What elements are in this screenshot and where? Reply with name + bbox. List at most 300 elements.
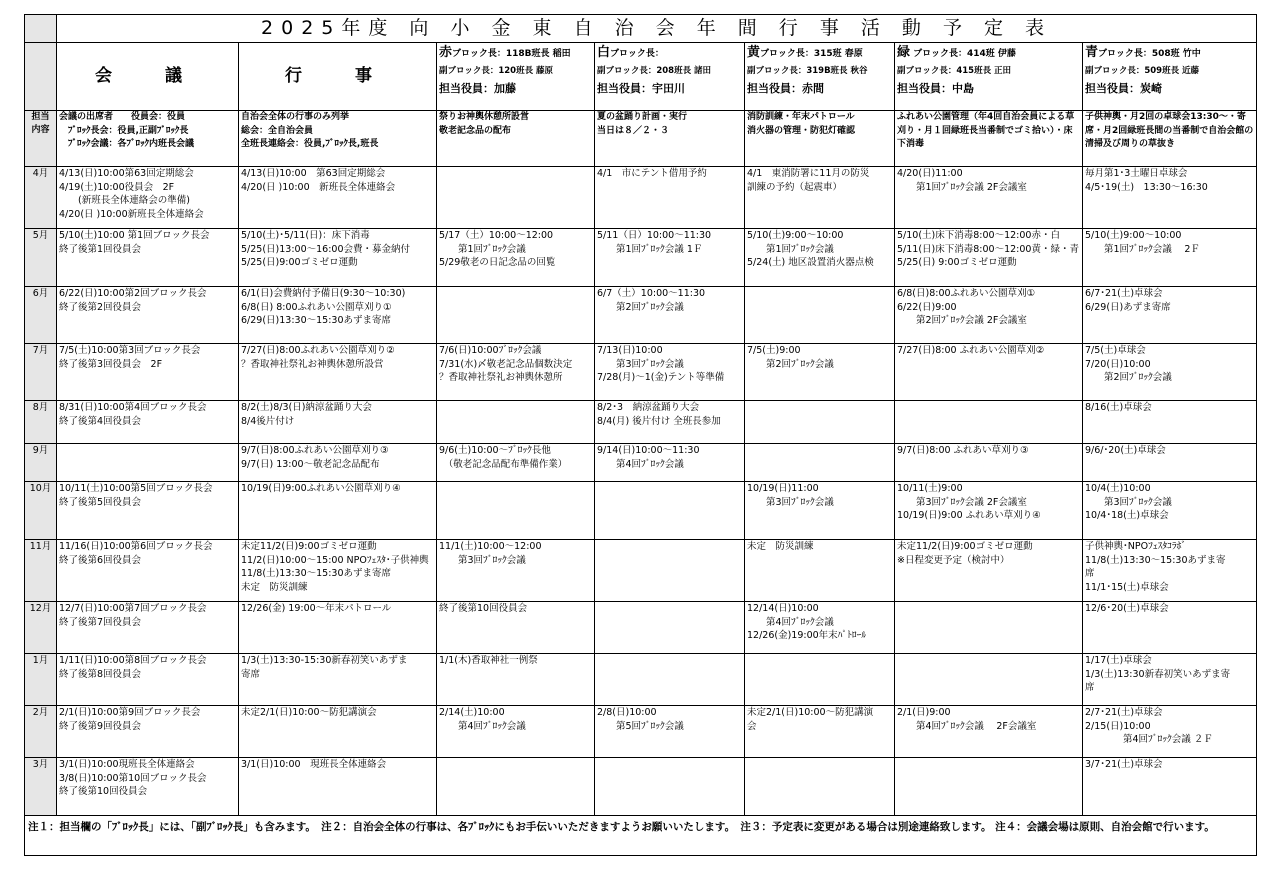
cell-line: 9/6(土)10:00〜ﾌﾞﾛｯｸ長他 — [439, 445, 551, 456]
role-line: 敬老記念品の配布 — [439, 125, 512, 136]
cell-line: 終了後第9回役員会 — [59, 720, 142, 732]
cell-line: 5/10(土)10:00 第1回ブロック長会 — [59, 230, 210, 241]
cell-shiro — [595, 706, 745, 758]
cell-line: 10/19(日)9:00 ふれあい草刈り④ — [897, 510, 1041, 522]
cell-line: 2/14(土)10:00 — [439, 707, 505, 718]
cell-line: 未定11/2(日)9:00ゴミゼロ運動 — [897, 541, 1033, 552]
cell-line: 第4回ﾌﾞﾛｯｸ会議 — [439, 720, 526, 732]
block-header-midori — [895, 43, 1083, 111]
cell-line: 終了後第7回役員会 — [59, 616, 142, 628]
role-aka — [437, 111, 595, 167]
cell-line: 6/7･21(土)卓球会 — [1085, 288, 1163, 299]
cell-line: 11/1(土)10:00〜12:00 — [439, 541, 542, 552]
block-sub-leader: 副ブロック長：415班長 正田 — [897, 66, 1012, 76]
cell-line: 8/16(土)卓球会 — [1085, 402, 1152, 413]
schedule-table — [24, 14, 1257, 856]
cell-line: 4/20(日)11:00 — [897, 168, 963, 179]
cell-line: (新班長全体連絡会の準備) — [59, 195, 190, 207]
block-color-name: 白 — [597, 45, 611, 60]
cell-line: 終了後第1回役員会 — [59, 243, 142, 255]
cell-line: 11/1･15(土)卓球会 — [1085, 581, 1169, 593]
month-label: 7月 — [25, 344, 57, 401]
cell-line: 7/6(日)10:00ﾌﾞﾛｯｸ会議 — [439, 345, 542, 356]
cell-shiro — [595, 654, 745, 706]
cell-meeting — [57, 344, 239, 401]
cell-line: 未定 防災訓練 — [747, 541, 814, 552]
page-title: 2025年度 向 小 金 東 自 治 会 年 間 行 事 活 動 予 定 表 — [57, 15, 1257, 43]
cell-ki — [745, 706, 895, 758]
cell-aka — [437, 758, 595, 816]
cell-meeting — [57, 167, 239, 229]
cell-aka — [437, 344, 595, 401]
cell-line: （敬老記念品配布準備作業） — [439, 458, 568, 470]
cell-line: 3/8(日)10:00第10回ブロック長会 — [59, 772, 207, 784]
role-midori — [895, 111, 1083, 167]
role-ki — [745, 111, 895, 167]
cell-line: 7/5(土)10:00第3回ブロック長会 — [59, 345, 201, 356]
block-header-shiro — [595, 43, 745, 111]
cell-events — [239, 229, 437, 287]
cell-line: 1/3(土)13:30新春初笑いあずま寄 — [1085, 668, 1231, 680]
cell-aka — [437, 602, 595, 654]
cell-line: 第4回ﾌﾞﾛｯｸ会議 — [747, 616, 834, 628]
cell-line: 5/29敬老の日記念品の回覧 — [439, 257, 556, 269]
cell-ao — [1083, 287, 1257, 344]
cell-aka — [437, 706, 595, 758]
cell-shiro — [595, 758, 745, 816]
cell-line: 6/22(日)9:00 — [897, 301, 957, 313]
role-line: 当日は８／２・３ — [597, 125, 670, 136]
cell-line: 6/29(日)13:30〜15:30あずま寄席 — [241, 315, 392, 327]
block-color-name: 緑 — [897, 45, 911, 60]
cell-line: 第3回ﾌﾞﾛｯｸ会議 — [747, 496, 834, 508]
cell-line: 12/7(日)10:00第7回ブロック長会 — [59, 603, 207, 614]
cell-line: 5/10(土)9:00〜10:00 — [1085, 230, 1182, 241]
cell-meeting — [57, 401, 239, 444]
cell-line: 10/11(土)10:00第5回ブロック長会 — [59, 483, 213, 494]
cell-ao — [1083, 540, 1257, 602]
block-header-aka — [437, 43, 595, 111]
corner-cell — [25, 43, 57, 111]
month-row — [25, 401, 1257, 444]
cell-line: 1/11(日)10:00第8回ブロック長会 — [59, 655, 207, 666]
cell-shiro — [595, 482, 745, 540]
cell-line: 11/8(土)13:30〜15:30あずま寄席 — [241, 568, 392, 580]
cell-line: 未定11/2(日)9:00ゴミゼロ運動 — [241, 541, 377, 552]
cell-aka — [437, 229, 595, 287]
cell-line: 8/4(月) 後片付け 全班長参加 — [597, 415, 721, 427]
cell-ao — [1083, 167, 1257, 229]
cell-line: 7/27(日)8:00 ふれあい公園草刈② — [897, 345, 1045, 356]
cell-meeting — [57, 654, 239, 706]
cell-line: 7/13(日)10:00 — [597, 345, 663, 356]
cell-line: 8/31(日)10:00第4回ブロック長会 — [59, 402, 207, 413]
month-row — [25, 540, 1257, 602]
cell-ki — [745, 482, 895, 540]
role-line: ﾌﾞﾛｯｸ会議：各ﾌﾞﾛｯｸ内班長会議 — [59, 139, 195, 149]
cell-line: 5/25(日)9:00ゴミゼロ運動 — [241, 257, 358, 269]
cell-events — [239, 654, 437, 706]
cell-line: 4/5･19(土) 13:30〜16:30 — [1085, 181, 1208, 193]
cell-line: 12/26(金)19:00年末ﾊﾟﾄﾛｰﾙ — [747, 630, 867, 642]
cell-line: 第4回ﾌﾞﾛｯｸ会議 — [597, 458, 684, 470]
corner-cell — [25, 15, 57, 43]
cell-line: 終了後第2回役員会 — [59, 301, 142, 313]
cell-ki — [745, 758, 895, 816]
cell-line: 第2回ﾌﾞﾛｯｸ会議 — [1085, 372, 1172, 384]
cell-line: 終了後第5回役員会 — [59, 496, 142, 508]
month-label: 1月 — [25, 654, 57, 706]
cell-line: 12/14(日)10:00 — [747, 603, 819, 614]
cell-ao — [1083, 602, 1257, 654]
role-label-2: 内容 — [31, 125, 50, 135]
events-header: 行 事 — [239, 43, 437, 111]
cell-midori — [895, 401, 1083, 444]
cell-ao — [1083, 229, 1257, 287]
cell-line: 寄席 — [241, 668, 261, 680]
cell-line: 未定2/1(日)10:00〜防犯講演 — [747, 707, 874, 718]
role-line: 会議の出席者 役員会：役員 — [59, 112, 186, 122]
cell-aka — [437, 167, 595, 229]
cell-line: 1/17(土)卓球会 — [1085, 655, 1152, 666]
month-label: 5月 — [25, 229, 57, 287]
role-line: 子供神輿・月2回の卓球会13:30〜・寄席・月2回緑班長間の当番制で自治会館の清掃及び周りの草抜き — [1085, 112, 1254, 149]
cell-line: 8/4後片付け — [241, 415, 295, 427]
cell-aka — [437, 444, 595, 482]
cell-meeting — [57, 482, 239, 540]
role-line: 消防訓練・年末パトロール — [747, 112, 855, 122]
cell-line: ？香取神社祭礼お神輿休憩所 — [439, 372, 563, 384]
cell-line: 第4回ﾌﾞﾛｯｸ会議 ２Ｆ — [1085, 734, 1213, 746]
block-color-name: 赤 — [439, 45, 453, 60]
cell-midori — [895, 758, 1083, 816]
cell-line: 子供神輿･NPOﾌｪｽﾀｺﾗﾎﾞ — [1085, 541, 1187, 552]
block-header-ao — [1083, 43, 1257, 111]
block-leader — [1085, 44, 1254, 63]
cell-line: 7/27(日)8:00ふれあい公園草刈り② — [241, 345, 395, 356]
cell-midori — [895, 229, 1083, 287]
cell-line: 6/1(日)会費納付予備日(9:30〜10:30) — [241, 288, 406, 299]
cell-line: 5/17（土）10:00〜12:00 — [439, 230, 554, 241]
cell-ki — [745, 229, 895, 287]
cell-line: 1/1(木)香取神社一例祭 — [439, 655, 538, 666]
cell-midori — [895, 344, 1083, 401]
cell-line: 3/1(日)10:00現班長全体連絡会 — [59, 759, 195, 770]
month-row — [25, 706, 1257, 758]
cell-ki — [745, 444, 895, 482]
cell-line: 6/8(日) 8:00ふれあい公園草刈り① — [241, 301, 392, 313]
cell-events — [239, 540, 437, 602]
cell-midori — [895, 444, 1083, 482]
cell-line: 第2回ﾌﾞﾛｯｸ会議 — [747, 358, 834, 370]
month-row — [25, 167, 1257, 229]
role-shiro — [595, 111, 745, 167]
cell-line: 7/31(水)〆敬老記念品個数決定 — [439, 358, 573, 370]
cell-ki — [745, 401, 895, 444]
cell-ao — [1083, 444, 1257, 482]
cell-events — [239, 287, 437, 344]
cell-line: 12/6･20(土)卓球会 — [1085, 603, 1169, 614]
cell-line: 11/16(日)10:00第6回ブロック長会 — [59, 541, 213, 552]
cell-line: 2/7･21(土)卓球会 — [1085, 707, 1163, 718]
cell-ao — [1083, 401, 1257, 444]
block-sub-leader: 副ブロック長：120班長 藤原 — [439, 66, 554, 76]
cell-line: 未定 防災訓練 — [241, 581, 308, 593]
cell-line: 11/8(土)13:30〜15:30あずま寄 — [1085, 554, 1226, 566]
cell-line: 5/11（日）10:00〜11:30 — [597, 230, 712, 241]
cell-line: 3/1(日)10:00 現班長全体連絡会 — [241, 759, 387, 770]
cell-aka — [437, 540, 595, 602]
cell-midori — [895, 602, 1083, 654]
cell-meeting — [57, 758, 239, 816]
month-label: 8月 — [25, 401, 57, 444]
month-row — [25, 758, 1257, 816]
cell-line: 2/8(日)10:00 — [597, 707, 657, 718]
block-sub-leader: 副ブロック長：208班長 諸田 — [597, 66, 712, 76]
cell-line: 6/7（土）10:00〜11:30 — [597, 288, 706, 299]
cell-line: 10/4(土)10:00 — [1085, 483, 1151, 494]
block-leader-name: ブロック長：508班 竹中 — [1098, 49, 1201, 59]
cell-ki — [745, 540, 895, 602]
cell-line: 6/29(日)あずま寄席 — [1085, 301, 1171, 313]
cell-line: 10/19(日)11:00 — [747, 483, 819, 494]
role-line: 夏の盆踊り計画・実行 — [597, 112, 688, 122]
cell-line: 2/15(日)10:00 — [1085, 720, 1151, 732]
cell-line: 8/2(土)8/3(日)納涼盆踊り大会 — [241, 402, 372, 413]
cell-line: 4/1 市にテント借用予約 — [597, 168, 707, 179]
cell-line: 9/7(日) 13:00〜敬老記念品配布 — [241, 458, 380, 470]
block-officer: 担当役員：赤間 — [747, 82, 824, 95]
block-color-name: 青 — [1085, 45, 1099, 60]
month-row — [25, 287, 1257, 344]
month-row — [25, 654, 1257, 706]
cell-events — [239, 602, 437, 654]
footnotes: 注１：担当欄の「ﾌﾞﾛｯｸ長」には、「副ﾌﾞﾛｯｸ長」も含みます。 注２：自治会全体の行事は、各ﾌﾞﾛｯｸにもお手伝いいただきますようお願いいたします。 注３：予定表に変更がある場合は別途連絡致します。 注４：会議会場は原則、自治会館で行います。 — [25, 816, 1257, 856]
month-row — [25, 229, 1257, 287]
cell-line: 9/6/･20(土)卓球会 — [1085, 445, 1166, 456]
month-label: 10月 — [25, 482, 57, 540]
cell-line: 終了後第3回役員会 2F — [59, 358, 163, 370]
cell-ki — [745, 344, 895, 401]
cell-aka — [437, 401, 595, 444]
cell-line: 第5回ﾌﾞﾛｯｸ会議 — [597, 720, 684, 732]
cell-line: 10/19(日)9:00ふれあい公園草刈り④ — [241, 483, 401, 494]
cell-line: 7/28(月)〜1(金)テント等準備 — [597, 372, 725, 384]
cell-line: 8/2･3 納涼盆踊り大会 — [597, 402, 700, 413]
cell-line: 7/5(土)9:00 — [747, 345, 801, 356]
cell-midori — [895, 482, 1083, 540]
cell-ki — [745, 602, 895, 654]
block-sub-leader: 副ブロック長：509班長 近藤 — [1085, 66, 1200, 76]
role-label-1: 担当 — [31, 112, 50, 122]
cell-line: 第3回ﾌﾞﾛｯｸ会議 — [439, 554, 526, 566]
cell-line: 4/1 東消防署に11月の防災 — [747, 168, 870, 179]
cell-line: 9/7(日)8:00ふれあい公園草刈り③ — [241, 445, 389, 456]
cell-line: 終了後第8回役員会 — [59, 668, 142, 680]
cell-events — [239, 444, 437, 482]
role-line: ふれあい公園管理（年4回自治会員による草刈り・月１回緑班長当番制でゴミ拾い）・床下消毒 — [897, 112, 1075, 149]
cell-ao — [1083, 344, 1257, 401]
cell-shiro — [595, 287, 745, 344]
cell-line: 終了後第10回役員会 — [439, 603, 528, 614]
month-row — [25, 344, 1257, 401]
month-label: 11月 — [25, 540, 57, 602]
role-line: 総会：全自治会員 — [241, 125, 314, 136]
cell-line: 4/20(日 )10:00新班長全体連絡会 — [59, 208, 204, 220]
cell-midori — [895, 167, 1083, 229]
cell-line: 訓練の予約（起震車） — [747, 181, 843, 193]
cell-meeting — [57, 287, 239, 344]
cell-midori — [895, 706, 1083, 758]
role-ao — [1083, 111, 1257, 167]
cell-line: 第3回ﾌﾞﾛｯｸ会議 — [597, 358, 684, 370]
role-label — [25, 111, 57, 167]
cell-line: 5/10(土)･5/11(日)：床下消毒 — [241, 230, 370, 241]
cell-line: 会 — [747, 720, 757, 732]
cell-events — [239, 167, 437, 229]
cell-shiro — [595, 401, 745, 444]
role-line: ﾌﾞﾛｯｸ長会：役員,正副ﾌﾞﾛｯｸ長 — [59, 125, 189, 136]
cell-midori — [895, 540, 1083, 602]
cell-line: 3/7･21(土)卓球会 — [1085, 759, 1163, 770]
cell-ki — [745, 654, 895, 706]
cell-ao — [1083, 758, 1257, 816]
block-leader — [439, 44, 592, 63]
cell-shiro — [595, 167, 745, 229]
cell-midori — [895, 287, 1083, 344]
cell-line: 終了後第6回役員会 — [59, 554, 142, 566]
cell-line: 5/25(日) 9:00ゴミゼロ運動 — [897, 257, 1017, 269]
cell-line: 4/13(日)10:00 第63回定期総会 — [241, 168, 386, 179]
cell-events — [239, 482, 437, 540]
block-leader-name: ブロック長： — [610, 49, 664, 59]
month-row — [25, 444, 1257, 482]
cell-meeting — [57, 540, 239, 602]
cell-shiro — [595, 602, 745, 654]
cell-meeting — [57, 706, 239, 758]
role-line: 消火器の管理・防犯灯確認 — [747, 125, 856, 136]
block-leader-name: ブロック長：414班 伊藤 — [910, 49, 1016, 59]
cell-aka — [437, 287, 595, 344]
cell-line: 10/4･18(土)卓球会 — [1085, 510, 1169, 522]
month-label: 2月 — [25, 706, 57, 758]
month-label: 9月 — [25, 444, 57, 482]
cell-line: 第1回ﾌﾞﾛｯｸ会議 1Ｆ — [597, 243, 703, 255]
cell-line: 終了後第10回役員会 — [59, 786, 148, 798]
cell-line: ？香取神社祭礼お神輿休憩所設営 — [241, 358, 384, 370]
schedule-sheet — [24, 14, 1256, 868]
block-leader — [597, 44, 742, 63]
cell-line: 毎月第1･3土曜日卓球会 — [1085, 168, 1188, 179]
cell-meeting — [57, 229, 239, 287]
cell-aka — [437, 654, 595, 706]
cell-line: 第4回ﾌﾞﾛｯｸ会議 2F会議室 — [897, 720, 1037, 732]
cell-line: 7/5(土)卓球会 — [1085, 345, 1146, 356]
role-events — [239, 111, 437, 167]
block-officer: 担当役員：加藤 — [439, 82, 516, 95]
block-officer: 担当役員：中島 — [897, 82, 974, 95]
cell-line: 第1回ﾌﾞﾛｯｸ会議 — [439, 243, 526, 255]
cell-events — [239, 758, 437, 816]
cell-line: ※日程変更予定（検討中） — [897, 554, 1010, 566]
cell-ao — [1083, 654, 1257, 706]
block-leader-name: ブロック長：315班 春原 — [760, 49, 863, 59]
cell-meeting — [57, 602, 239, 654]
cell-events — [239, 344, 437, 401]
cell-line: 5/11(日)床下消毒8:00〜12:00黄・緑・青 — [897, 243, 1079, 255]
block-color-name: 黄 — [747, 45, 761, 60]
cell-line: 第1回ﾌﾞﾛｯｸ会議 2Ｆ — [1085, 243, 1200, 255]
cell-line: 第3回ﾌﾞﾛｯｸ会議 2F会議室 — [897, 496, 1027, 508]
block-leader — [747, 44, 892, 63]
cell-line: 5/25(日)13:00〜16:00会費・募金納付 — [241, 243, 411, 255]
month-label: 3月 — [25, 758, 57, 816]
cell-ki — [745, 167, 895, 229]
cell-line: 未定2/1(日)10:00〜防犯講演会 — [241, 707, 377, 718]
cell-line: 席 — [1085, 568, 1095, 580]
cell-aka — [437, 482, 595, 540]
month-row — [25, 482, 1257, 540]
cell-ao — [1083, 706, 1257, 758]
block-header-ki — [745, 43, 895, 111]
cell-shiro — [595, 540, 745, 602]
cell-line: 6/8(日)8:00ふれあい公園草刈① — [897, 288, 1036, 299]
cell-line: 4/19(土)10:00役員会 2F — [59, 181, 175, 193]
role-meeting — [57, 111, 239, 167]
month-label: 6月 — [25, 287, 57, 344]
cell-shiro — [595, 229, 745, 287]
month-label: 4月 — [25, 167, 57, 229]
cell-line: 第1回ﾌﾞﾛｯｸ会議 2F会議室 — [897, 181, 1027, 193]
block-officer: 担当役員：炭崎 — [1085, 82, 1162, 95]
cell-line: 9/7(日)8:00 ふれあい草刈り③ — [897, 445, 1029, 456]
cell-line: 第2回ﾌﾞﾛｯｸ会議 2F会議室 — [897, 315, 1027, 327]
cell-ao — [1083, 482, 1257, 540]
cell-shiro — [595, 444, 745, 482]
cell-line: 4/13(日)10:00第63回定期総会 — [59, 168, 194, 179]
cell-events — [239, 401, 437, 444]
cell-shiro — [595, 344, 745, 401]
role-line: 自治会全体の行事のみ列挙 — [241, 112, 350, 122]
cell-ki — [745, 287, 895, 344]
cell-line: 5/10(土)9:00〜10:00 — [747, 230, 844, 241]
cell-events — [239, 706, 437, 758]
cell-line: 終了後第4回役員会 — [59, 415, 142, 427]
month-row — [25, 602, 1257, 654]
block-sub-leader: 副ブロック長：319B班長 秋谷 — [747, 66, 868, 76]
meeting-header: 会 議 — [57, 43, 239, 111]
cell-line: 6/22(日)10:00第2回ブロック長会 — [59, 288, 207, 299]
block-leader — [897, 44, 1080, 63]
block-officer: 担当役員：宇田川 — [597, 82, 685, 95]
cell-line: 席 — [1085, 682, 1095, 694]
cell-line: 5/24(土) 地区設置消火器点検 — [747, 257, 874, 269]
cell-line: 2/1(日)9:00 — [897, 707, 951, 718]
cell-line: 9/14(日)10:00〜11:30 — [597, 445, 700, 456]
cell-line: 第2回ﾌﾞﾛｯｸ会議 — [597, 301, 684, 313]
cell-midori — [895, 654, 1083, 706]
cell-line: 第3回ﾌﾞﾛｯｸ会議 — [1085, 496, 1172, 508]
cell-line: 11/2(日)10:00〜15:00 NPOﾌｪｽﾀ･子供神輿 — [241, 554, 429, 566]
cell-meeting — [57, 444, 239, 482]
cell-line: 2/1(日)10:00第9回ブロック長会 — [59, 707, 201, 718]
cell-line: 5/10(土)床下消毒8:00〜12:00赤・白 — [897, 230, 1060, 241]
month-label: 12月 — [25, 602, 57, 654]
cell-line: 第1回ﾌﾞﾛｯｸ会議 — [747, 243, 834, 255]
role-line: 全班長連絡会：役員,ﾌﾞﾛｯｸ長,班長 — [241, 139, 379, 149]
cell-line: 12/26(金) 19:00〜年末パトロール — [241, 603, 392, 614]
block-leader-name: ブロック長：118B班長 稲田 — [452, 49, 571, 59]
